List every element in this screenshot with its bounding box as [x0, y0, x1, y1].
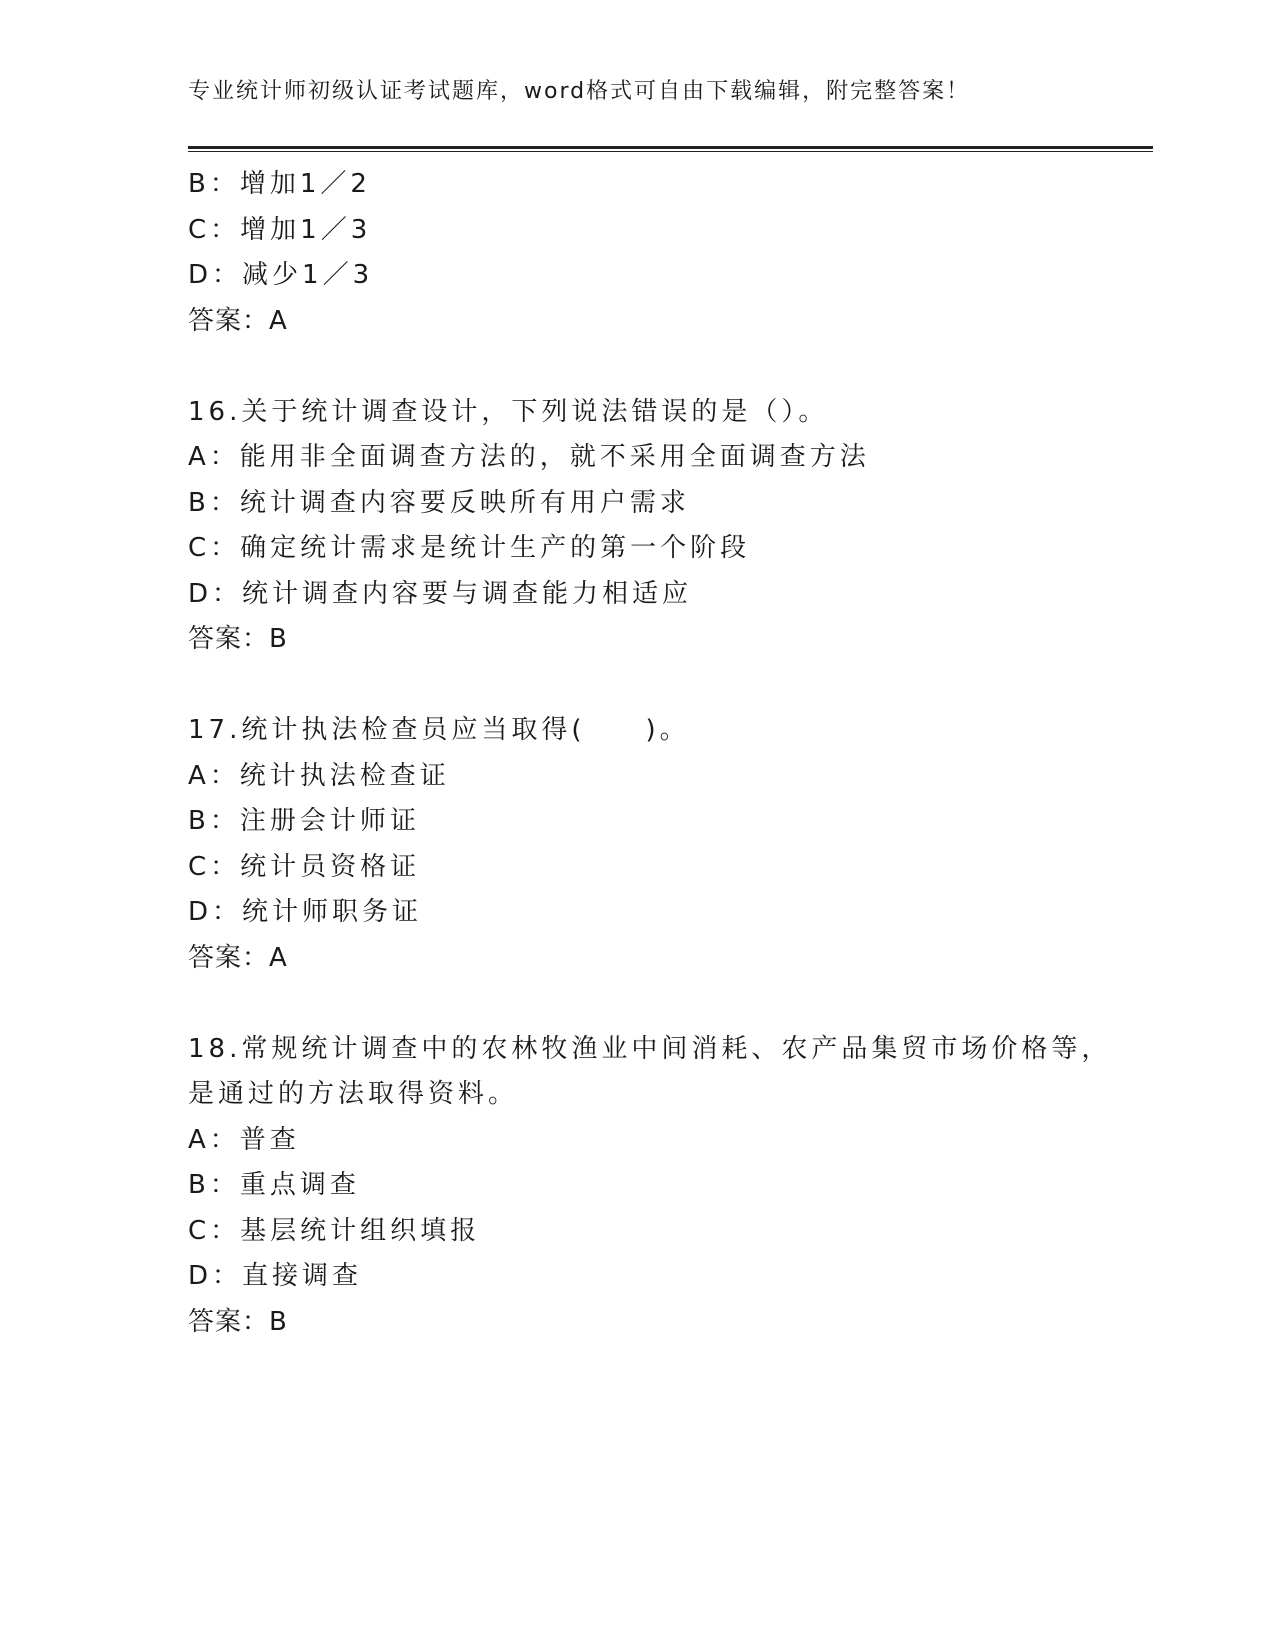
question-18-option-c: C：基层统计组织填报: [188, 1215, 481, 1246]
question-16-option-d: D：统计调查内容要与调查能力相适应: [188, 578, 693, 609]
question-17-option-d: D：统计师职务证: [188, 897, 423, 927]
question-16-stem: 16.关于统计调查设计，下列说法错误的是（）。: [188, 396, 829, 427]
question-16-option-c: C：确定统计需求是统计生产的第一个阶段: [188, 533, 751, 563]
answer-18: 答案：B: [188, 1306, 288, 1337]
answer-15: 答案：A: [188, 305, 288, 336]
question-content: [188, 162, 1128, 1345]
question-17-stem: 17.统计执法检查员应当取得( )。: [188, 715, 690, 745]
question-18-stem: 18.常规统计调查中的农林牧渔业中间消耗、农产品集贸市场价格等，: [188, 1033, 1112, 1064]
question-18-option-b: B：重点调查: [188, 1170, 360, 1200]
header-rule-thin: [188, 151, 1153, 152]
question-18-option-a: A：普查: [188, 1124, 300, 1155]
question-16-option-b: B：统计调查内容要反映所有用户需求: [188, 487, 690, 518]
question-17-option-c: C：统计员资格证: [188, 851, 421, 882]
option-d: D：减少1／3: [188, 260, 374, 290]
question-18-stem-continued: 是通过的方法取得资料。: [188, 1079, 519, 1109]
question-17-option-b: B：注册会计师证: [188, 806, 420, 836]
header-rule-thick: [188, 146, 1153, 149]
option-b: B：增加1／2: [188, 169, 371, 199]
answer-16: 答案：B: [188, 624, 288, 654]
option-c: C：增加1／3: [188, 214, 372, 245]
page-header: 专业统计师初级认证考试题库，word格式可自由下载编辑，附完整答案！: [188, 79, 971, 104]
question-17-option-a: A：统计执法检查证: [188, 760, 450, 791]
question-16-option-a: A：能用非全面调查方法的，就不采用全面调查方法: [188, 442, 870, 472]
answer-17: 答案：A: [188, 942, 288, 973]
question-18-option-d: D：直接调查: [188, 1261, 363, 1291]
